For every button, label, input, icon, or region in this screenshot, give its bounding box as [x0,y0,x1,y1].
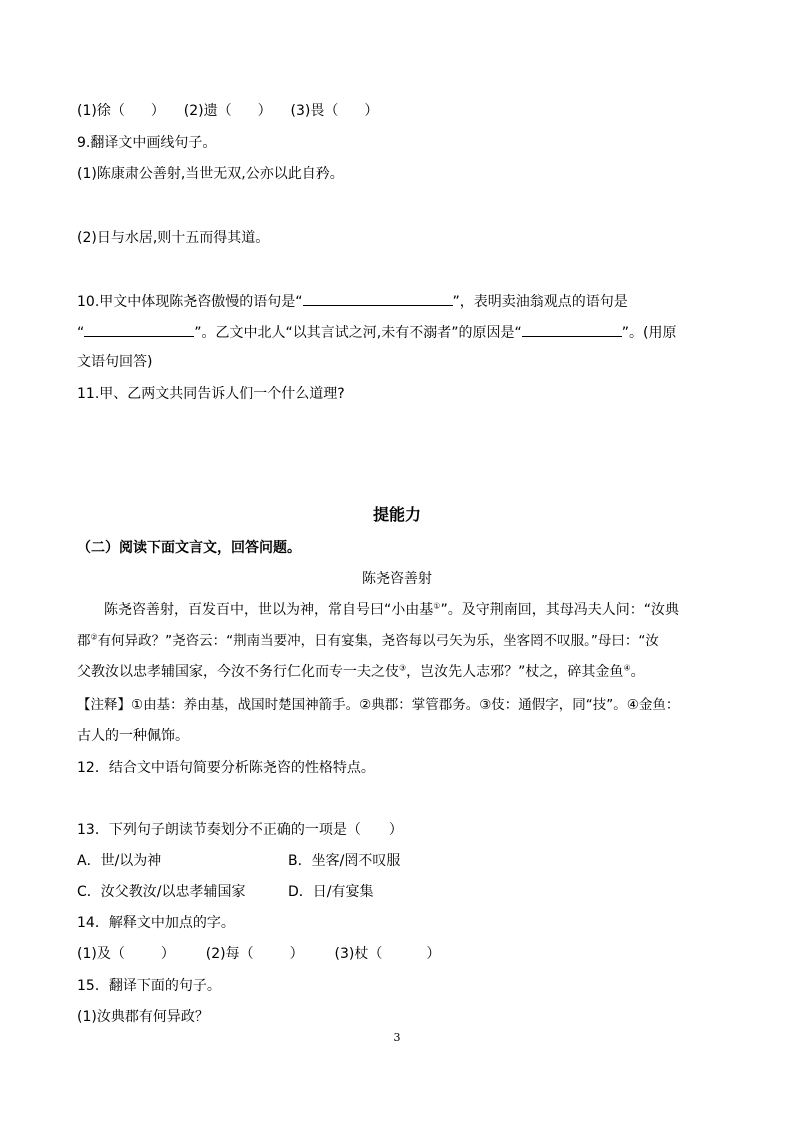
q15-title: 15．翻译下面的句子。 [77,978,221,994]
q8-item-2: (2)遗（ [183,103,232,119]
q8-items: (1)徐（ ） (2)遗（ ） (3)畏（ ） [77,103,379,119]
passage-line-1: 陈尧咨善射，百发百中，世以为神，常自号曰“小由基①”。及守荆南回，其母冯夫人问：“汝典 [104,601,679,618]
q10-line-3: 文语句回答) [77,354,153,370]
page-number: 3 [393,1031,401,1044]
q15-sentence-1: (1)汝典郡有何异政？ [77,1009,209,1025]
q10-blank-3[interactable] [522,321,622,337]
q13-option-a[interactable]: A．世/以为神 [77,853,162,869]
q13-option-d[interactable]: D．日/有宴集 [288,884,374,900]
section-title: 提能力 [372,505,421,524]
q9-sentence-2: (2)日与水居,则十五而得其道。 [77,230,270,246]
section-intro: （二）阅读下面文言文，回答问题。 [77,540,301,556]
footnote-marker-2: ② [90,632,98,642]
passage-notes-1: 【注释】①由基：养由基，战国时楚国神箭手。②典郡：掌管郡务。③伎：通假字，同“技”。④金鱼： [77,697,680,713]
q14-title: 14．解释文中加点的字。 [77,915,235,931]
q10-line-1: 10.甲文中体现陈尧咨傲慢的语句是“ ”，表明卖油翁观点的语句是 [77,290,628,312]
q11-title: 11.甲、乙两文共同告诉人们一个什么道理? [77,386,345,402]
q10-blank-1[interactable] [303,290,453,306]
passage-line-3: 父教汝以忠孝辅国家，今汝不务行仁化而专一夫之伎③，岂汝先人志邪？”杖之，碎其金鱼④。 [77,663,645,680]
q10-line-2: “ ”。乙文中北人“以其言试之河,未有不溺者”的原因是“ ”。(用原 [77,321,677,343]
q9-sentence-1: (1)陈康肃公善射,当世无双,公亦以此自矜。 [77,166,344,182]
q13-option-b[interactable]: B．坐客/罔不叹服 [288,853,401,869]
q14-item-1: (1)及（ [77,946,125,962]
q12-title: 12．结合文中语句简要分析陈尧咨的性格特点。 [77,760,375,776]
q14-item-2: (2)每（ [205,946,254,962]
passage-title: 陈尧咨善射 [362,571,432,587]
q9-title: 9.翻译文中画线句子。 [77,135,217,151]
footnote-marker-3: ③ [399,663,407,673]
passage-line-2: 郡②有何异政？”尧咨云：“荆南当要冲，日有宴集，尧咨每以弓矢为乐，坐客罔不叹服。”母曰：“汝 [77,632,659,649]
footnote-marker-4: ④ [623,663,631,673]
q13-option-c[interactable]: C．汝父教汝/以忠孝辅国家 [77,884,246,900]
q13-title: 13．下列句子朗读节奏划分不正确的一项是（ ） [77,822,403,838]
q8-item-3: (3)畏（ [290,103,339,119]
q14-items: (1)及（ ） (2)每（ ） (3)杖（ ） [77,946,441,962]
q8-item-1: (1)徐（ [77,103,125,119]
q14-item-3: (3)杖（ [334,946,383,962]
q10-blank-2[interactable] [84,321,194,337]
passage-notes-2: 古人的一种佩饰。 [77,728,189,744]
footnote-marker-1: ① [433,601,441,611]
